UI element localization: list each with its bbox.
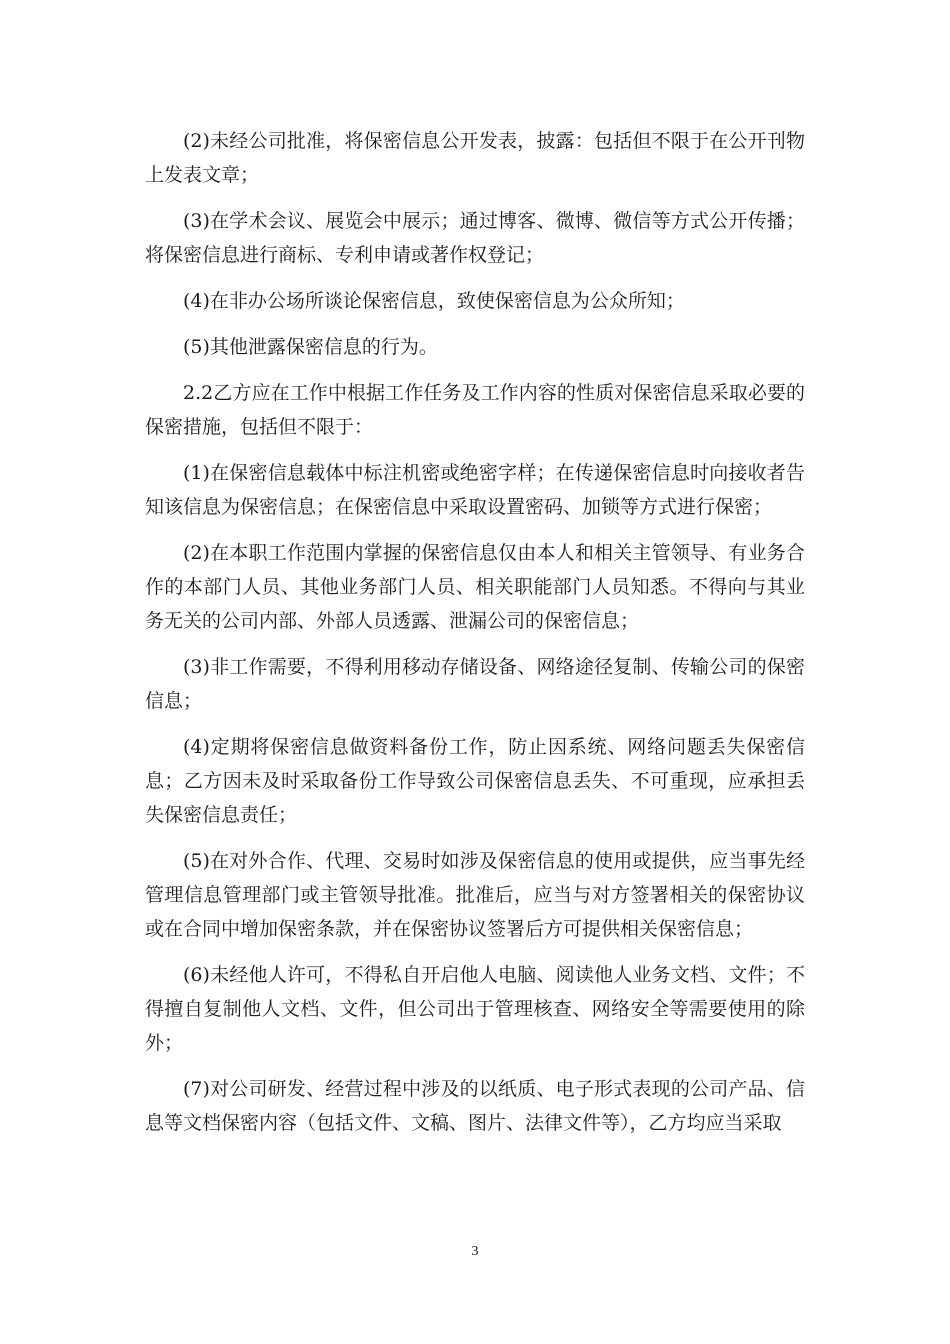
clause-2-2-item-3: (3)非工作需要，不得利用移动存储设备、网络途径复制、传输公司的保密信息；	[145, 656, 805, 712]
clause-2-2-item-1: (1)在保密信息载体中标注机密或绝密字样；在传递保密信息时向接收者告知该信息为保密信息；在保密信息中采取设置密码、加锁等方式进行保密；	[145, 462, 805, 518]
clause-2-item-2: (2)未经公司批准，将保密信息公开发表，披露：包括但不限于在公开刊物上发表文章；	[145, 130, 805, 186]
clause-2-item-3: (3)在学术会议、展览会中展示；通过博客、微博、微信等方式公开传播；将保密信息进行商标、专利申请或著作权登记；	[145, 210, 805, 266]
clause-2-2-item-6: (6)未经他人许可，不得私自开启他人电脑、阅读他人业务文档、文件；不得擅自复制他人文档、文件，但公司出于管理核查、网络安全等需要使用的除外；	[145, 964, 805, 1054]
clause-2-2-heading: 2.2乙方应在工作中根据工作任务及工作内容的性质对保密信息采取必要的保密措施，包括但不限于：	[145, 382, 805, 438]
clause-2-2-item-2: (2)在本职工作范围内掌握的保密信息仅由本人和相关主管领导、有业务合作的本部门人员、其他业务部门人员、相关职能部门人员知悉。不得向与其业务无关的公司内部、外部人员透露、泄漏公司的保密信息；	[145, 542, 805, 632]
clause-2-2-item-5: (5)在对外合作、代理、交易时如涉及保密信息的使用或提供，应当事先经管理信息管理部门或主管领导批准。批准后，应当与对方签署相关的保密协议或在合同中增加保密条款，并在保密协议签署后方可提供相关保密信息；	[145, 850, 805, 940]
page-number: 3	[471, 1244, 479, 1259]
clause-2-2-item-4: (4)定期将保密信息做资料备份工作，防止因系统、网络问题丢失保密信息；乙方因未及时采取备份工作导致公司保密信息丢失、不可重现，应承担丢失保密信息责任；	[145, 736, 805, 826]
clause-2-2-item-7: (7)对公司研发、经营过程中涉及的以纸质、电子形式表现的公司产品、信息等文档保密内容（包括文件、文稿、图片、法律文件等），乙方均应当采取	[145, 1078, 805, 1134]
document-body	[145, 124, 805, 1152]
clause-2-item-4: (4)在非办公场所谈论保密信息，致使保密信息为公众所知；	[183, 290, 685, 312]
clause-2-item-5: (5)其他泄露保密信息的行为。	[183, 336, 438, 358]
